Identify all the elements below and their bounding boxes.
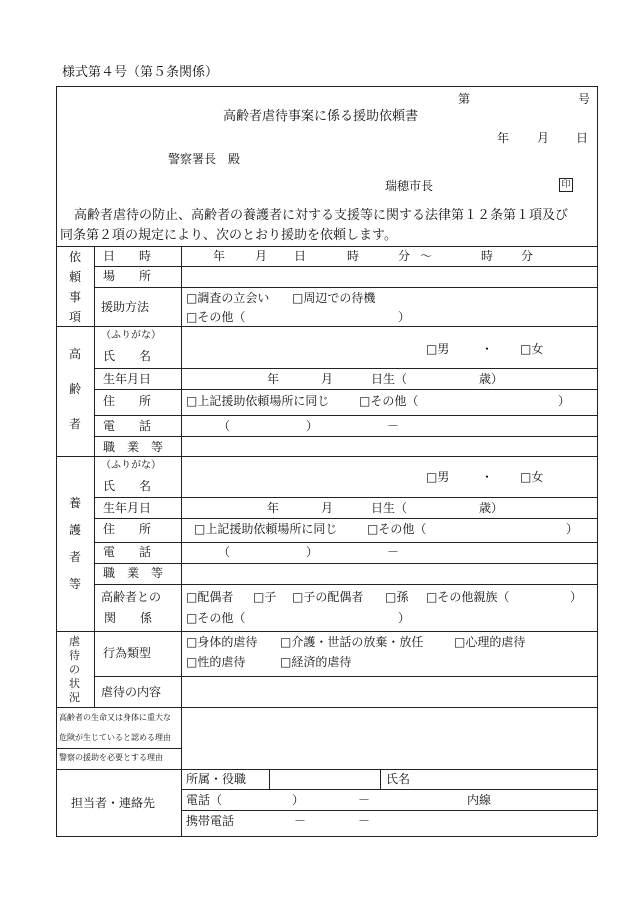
caregiver-group-3: 者	[69, 550, 82, 564]
caregiver-job-label: 職 業 等	[103, 566, 164, 580]
contact-label: 担当者・連絡先	[71, 796, 156, 810]
method-label: 援助方法	[101, 300, 150, 314]
sender: 瑞穂市長	[385, 179, 434, 193]
dt-hour: 時	[347, 249, 360, 263]
request-group-4: 項	[69, 310, 82, 324]
caregiver-name-label: 氏 名	[103, 479, 152, 493]
request-group-2: 頼	[69, 270, 82, 284]
elder-birth-label: 生年月日	[103, 372, 152, 386]
caregiver-address-label: 住 所	[103, 522, 152, 536]
abuse-content-label: 虐待の内容	[101, 685, 162, 699]
body-text-line2: 同条第２項の規定により、次のとおり援助を依頼します。	[60, 228, 397, 243]
police-reason-label: 警察の援助を必要とする理由	[59, 753, 163, 762]
danger-reason-label-1: 高齢者の生命又は身体に重大な	[59, 713, 171, 722]
dt-month: 月	[255, 249, 268, 263]
dt-hour2: 時	[481, 249, 494, 263]
elder-address-other[interactable]: □その他（	[359, 394, 419, 408]
caregiver-male[interactable]: □男	[426, 470, 450, 484]
seal-char: 印	[561, 180, 571, 190]
method-opt-other[interactable]: □その他（	[186, 310, 246, 324]
caregiver-group-2: 護	[69, 523, 82, 537]
elder-male[interactable]: □男	[426, 342, 450, 356]
date-month: 月	[537, 131, 550, 145]
dt-minute: 分	[398, 249, 411, 263]
contact-name-label: 氏名	[386, 772, 411, 786]
contact-phone-dash: －	[358, 793, 371, 807]
caregiver-furigana-label: （ふりがな）	[101, 460, 161, 471]
elder-address-same[interactable]: □上記援助依頼場所に同じ	[186, 394, 330, 408]
number-prefix: 第	[458, 92, 471, 106]
abuse-group-3: の	[69, 663, 80, 676]
caregiver-birth-month: 月	[321, 501, 334, 515]
dt-day: 日	[294, 249, 307, 263]
caregiver-address-same[interactable]: □上記援助依頼場所に同じ	[194, 522, 338, 536]
elder-phone-open: （	[218, 419, 231, 433]
elder-name-label: 氏 名	[103, 349, 152, 363]
rel-other-family[interactable]: □その他親族（	[426, 590, 510, 604]
rel-other-paren: ）	[398, 611, 411, 625]
number-suffix: 号	[578, 92, 591, 106]
rel-grandchild[interactable]: □孫	[385, 590, 409, 604]
contact-extension-label: 内線	[467, 793, 492, 807]
elder-birth-day: 日生（	[371, 372, 408, 386]
contact-phone-close: ）	[292, 793, 305, 807]
caregiver-birth-year: 年	[267, 501, 280, 515]
method-paren-close: ）	[398, 310, 411, 324]
rel-other[interactable]: □その他（	[186, 611, 246, 625]
dt-minute2: 分	[521, 249, 534, 263]
elder-furigana-label: （ふりがな）	[101, 330, 161, 341]
caregiver-address-other[interactable]: □その他（	[367, 522, 427, 536]
caregiver-phone-label: 電 話	[103, 545, 152, 559]
rel-child-spouse[interactable]: □子の配偶者	[292, 590, 364, 604]
abuse-group-5: 況	[69, 691, 80, 704]
request-group-3: 事	[69, 290, 82, 304]
caregiver-group-4: 等	[69, 577, 82, 591]
method-opt-standby[interactable]: □周辺での待機	[292, 291, 376, 305]
dt-tilde: ～	[420, 249, 433, 263]
caregiver-group-1: 養	[69, 496, 82, 510]
contact-mobile-dash-1: －	[294, 814, 307, 828]
request-group-1: 依	[69, 250, 82, 264]
caregiver-birth-day: 日生（	[371, 501, 408, 515]
elder-phone-label: 電 話	[103, 419, 152, 433]
caregiver-female[interactable]: □女	[520, 470, 544, 484]
type-physical[interactable]: □身体的虐待	[186, 635, 258, 649]
abuse-group-1: 虐	[69, 635, 80, 648]
elder-phone-close: ）	[306, 419, 319, 433]
seal-stamp	[559, 178, 573, 192]
body-text-line1: 高齢者虐待の防止、高齢者の養護者に対する支援等に関する法律第１２条第１項及び	[74, 208, 569, 223]
contact-mobile-label: 携帯電話	[186, 814, 235, 828]
datetime-label: 日 時	[103, 249, 152, 263]
elder-birth-month: 月	[321, 372, 334, 386]
caregiver-phone-dash: －	[387, 545, 400, 559]
method-opt-attend[interactable]: □調査の立会い	[186, 291, 270, 305]
date-year: 年	[497, 131, 510, 145]
rel-spouse[interactable]: □配偶者	[186, 590, 234, 604]
caregiver-phone-close: ）	[306, 545, 319, 559]
elder-job-label: 職 業 等	[103, 440, 164, 454]
rel-other-family-paren: ）	[570, 590, 583, 604]
rel-child[interactable]: □子	[253, 590, 277, 604]
caregiver-birth-age: 歳）	[479, 501, 504, 515]
contact-phone-label: 電話（	[186, 793, 223, 807]
elder-dot: ・	[481, 342, 494, 356]
dt-year: 年	[213, 249, 226, 263]
type-neglect[interactable]: □介護・世話の放棄・放任	[280, 635, 424, 649]
caregiver-birth-label: 生年月日	[103, 501, 152, 515]
elder-birth-age: 歳）	[479, 372, 504, 386]
abuse-group-4: 状	[69, 677, 80, 690]
elder-group-1: 高	[69, 347, 82, 361]
elder-group-3: 者	[69, 417, 82, 431]
form-number-label: 様式第４号（第５条関係）	[62, 65, 219, 80]
place-label: 場 所	[103, 269, 152, 283]
date-day: 日	[576, 131, 589, 145]
elder-female[interactable]: □女	[520, 342, 544, 356]
caregiver-dot: ・	[481, 470, 494, 484]
relation-label-1: 高齢者との	[101, 590, 162, 604]
elder-address-label: 住 所	[103, 394, 152, 408]
addressee: 警察署長 殿	[168, 152, 241, 166]
type-economic[interactable]: □経済的虐待	[280, 655, 352, 669]
type-psych[interactable]: □心理的虐待	[454, 635, 526, 649]
abuse-type-label: 行為類型	[103, 646, 152, 660]
document-title: 高齢者虐待事案に係る援助依頼書	[223, 109, 419, 124]
elder-address-paren: ）	[558, 394, 571, 408]
elder-group-2: 齢	[69, 382, 82, 396]
type-sexual[interactable]: □性的虐待	[186, 655, 246, 669]
abuse-group-2: 待	[69, 649, 80, 662]
danger-reason-label-2: 危険が生じていると認める理由	[59, 733, 171, 742]
caregiver-phone-open: （	[218, 545, 231, 559]
relation-label-2: 関 係	[104, 611, 153, 625]
elder-phone-dash: －	[387, 419, 400, 433]
caregiver-address-paren: ）	[566, 522, 579, 536]
contact-mobile-dash-2: －	[358, 814, 371, 828]
elder-birth-year: 年	[267, 372, 280, 386]
contact-affiliation-label: 所属・役職	[186, 772, 247, 786]
